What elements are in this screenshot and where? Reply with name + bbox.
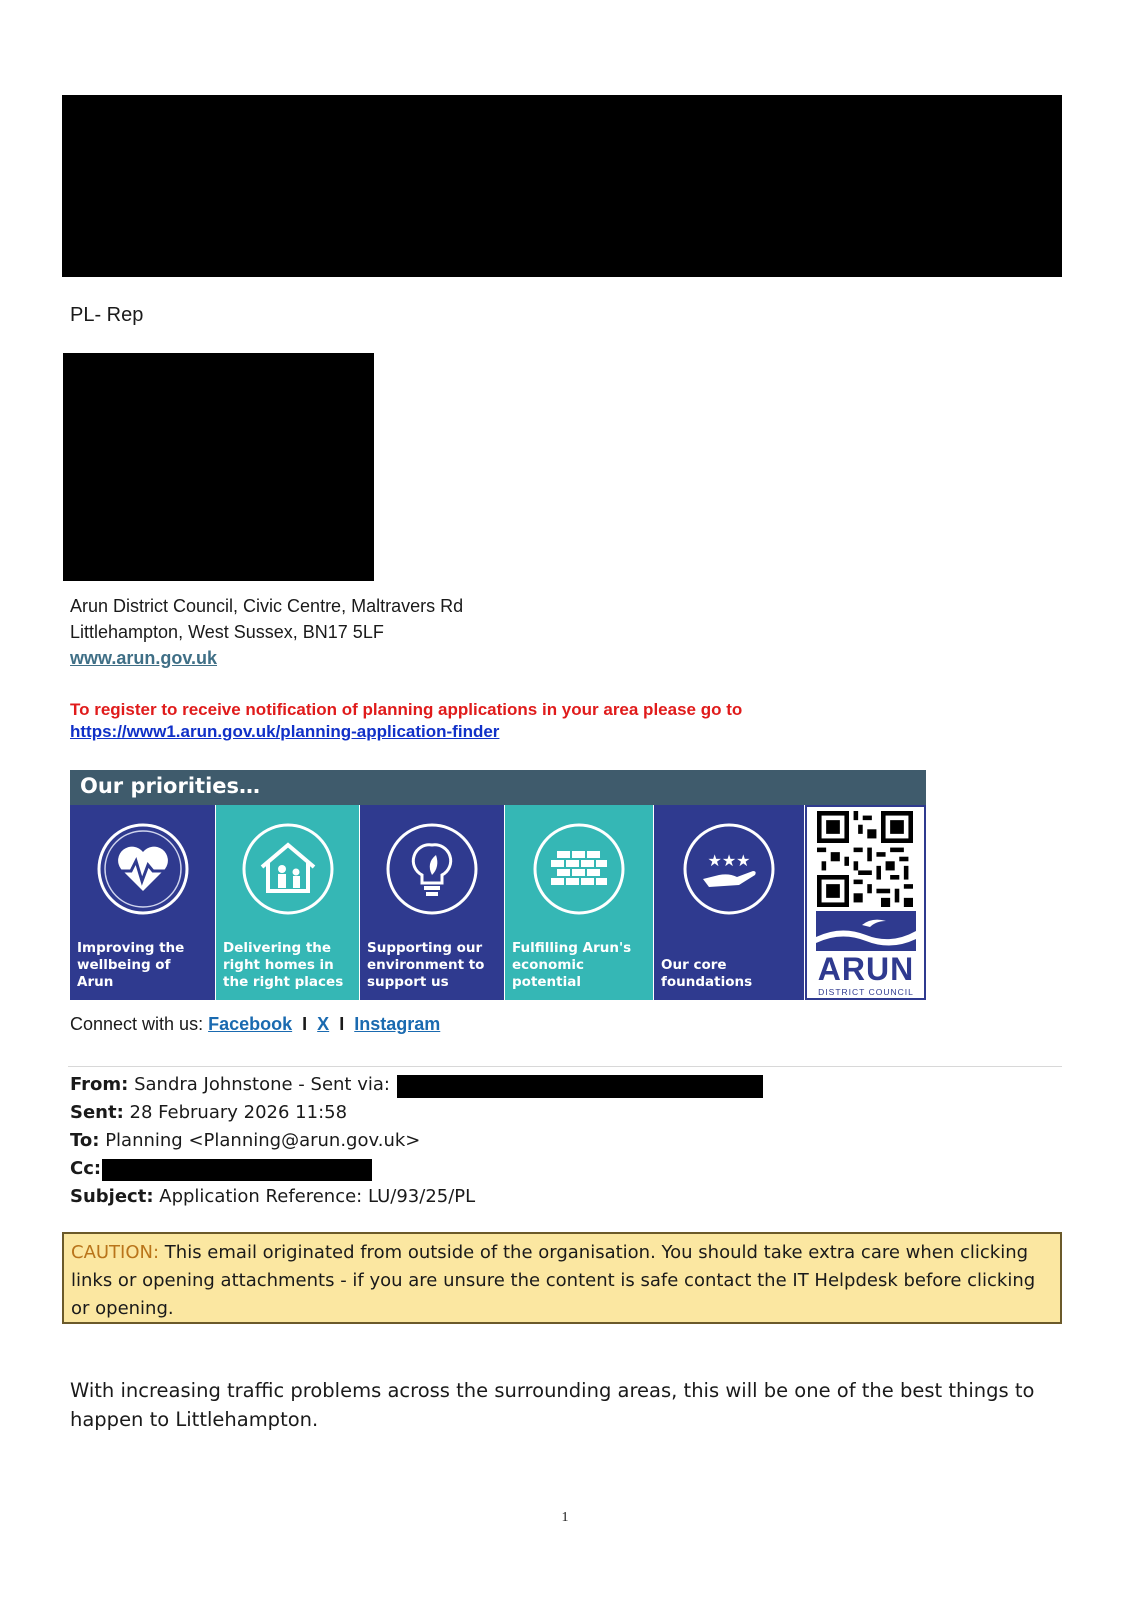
sent-value: 28 February 2026 11:58 [129, 1102, 348, 1123]
banner-header [70, 770, 926, 805]
arun-logo-subtitle: DISTRICT COUNCIL [818, 987, 914, 997]
email-body: With increasing traffic problems across the surrounding areas, this will be one of the best things to happen to Littlehampton. [70, 1379, 1035, 1431]
arun-logo-icon [816, 911, 916, 951]
qr-logo-panel [805, 805, 926, 1000]
redacted-sender [397, 1075, 763, 1098]
redacted-cc [102, 1159, 372, 1181]
priority-tile-economy [505, 805, 653, 1000]
to-value: Planning <Planning@arun.gov.uk> [105, 1130, 421, 1151]
tile-label: Supporting our environment to support us [367, 940, 485, 990]
priority-tile-foundations [654, 805, 804, 1000]
from-label: From: [70, 1074, 129, 1095]
connect-line [70, 1012, 440, 1037]
heart-icon [93, 819, 193, 919]
separator: I [302, 1014, 308, 1034]
to-row [70, 1127, 420, 1155]
redacted-header-block [62, 95, 1062, 277]
qr-code-icon [817, 811, 913, 907]
cc-label: Cc: [70, 1158, 102, 1179]
house-family-icon [238, 819, 338, 919]
sent-row [70, 1099, 347, 1127]
caution-label: CAUTION: [71, 1242, 160, 1263]
instagram-link[interactable]: Instagram [354, 1014, 441, 1034]
x-link[interactable]: X [317, 1014, 330, 1034]
tile-label: Improving the wellbeing of Arun [77, 940, 185, 990]
caution-banner [62, 1232, 1062, 1324]
hand-stars-icon [679, 819, 779, 919]
subject-label: Subject: [70, 1186, 154, 1207]
sent-label: Sent: [70, 1102, 124, 1123]
separator: I [339, 1014, 345, 1034]
arun-logo-word: ARUN [817, 951, 915, 987]
website-link[interactable]: www.arun.gov.uk [70, 648, 218, 668]
divider [68, 1066, 1062, 1067]
page-number: 1 [561, 1510, 569, 1525]
from-value: Sandra Johnstone - Sent via: [134, 1074, 390, 1095]
caution-text-block [71, 1239, 1051, 1323]
connect-label: Connect with us: [70, 1014, 204, 1034]
greeting: PL- Rep [70, 304, 144, 326]
banner-title: Our priorities… [80, 774, 261, 798]
tile-label: Fulfilling Arun's economic potential [512, 940, 632, 990]
tile-label: Our core foundations [661, 957, 753, 990]
priority-tile-wellbeing [70, 805, 215, 1000]
planning-finder-link[interactable]: https://www1.arun.gov.uk/planning-application-finder [70, 722, 500, 741]
address-line-2: Littlehampton, West Sussex, BN17 5LF [70, 622, 384, 642]
priority-tile-homes [216, 805, 359, 1000]
svg-text:★★★: ★★★ [707, 851, 751, 870]
planning-notice: To register to receive notification of planning applications in your area please go to [70, 700, 743, 719]
facebook-link[interactable]: Facebook [208, 1014, 293, 1034]
caution-message: This email originated from outside of the organisation. You should take extra care when clicking links or opening attachments - if you are unsure the content is safe contact the IT Helpdesk before clicking or opening. [71, 1242, 1036, 1319]
redacted-image-block [63, 353, 374, 581]
lightbulb-leaf-icon [382, 819, 482, 919]
cc-row [70, 1155, 101, 1183]
brick-wall-icon [529, 819, 629, 919]
subject-value: Application Reference: LU/93/25/PL [159, 1186, 476, 1207]
from-row [70, 1071, 390, 1099]
tile-label: Delivering the right homes in the right places [223, 940, 344, 990]
priority-tile-environment [360, 805, 504, 1000]
priorities-banner [70, 770, 926, 1000]
subject-row [70, 1183, 475, 1211]
to-label: To: [70, 1130, 100, 1151]
address-line-1: Arun District Council, Civic Centre, Maltravers Rd [70, 596, 464, 616]
